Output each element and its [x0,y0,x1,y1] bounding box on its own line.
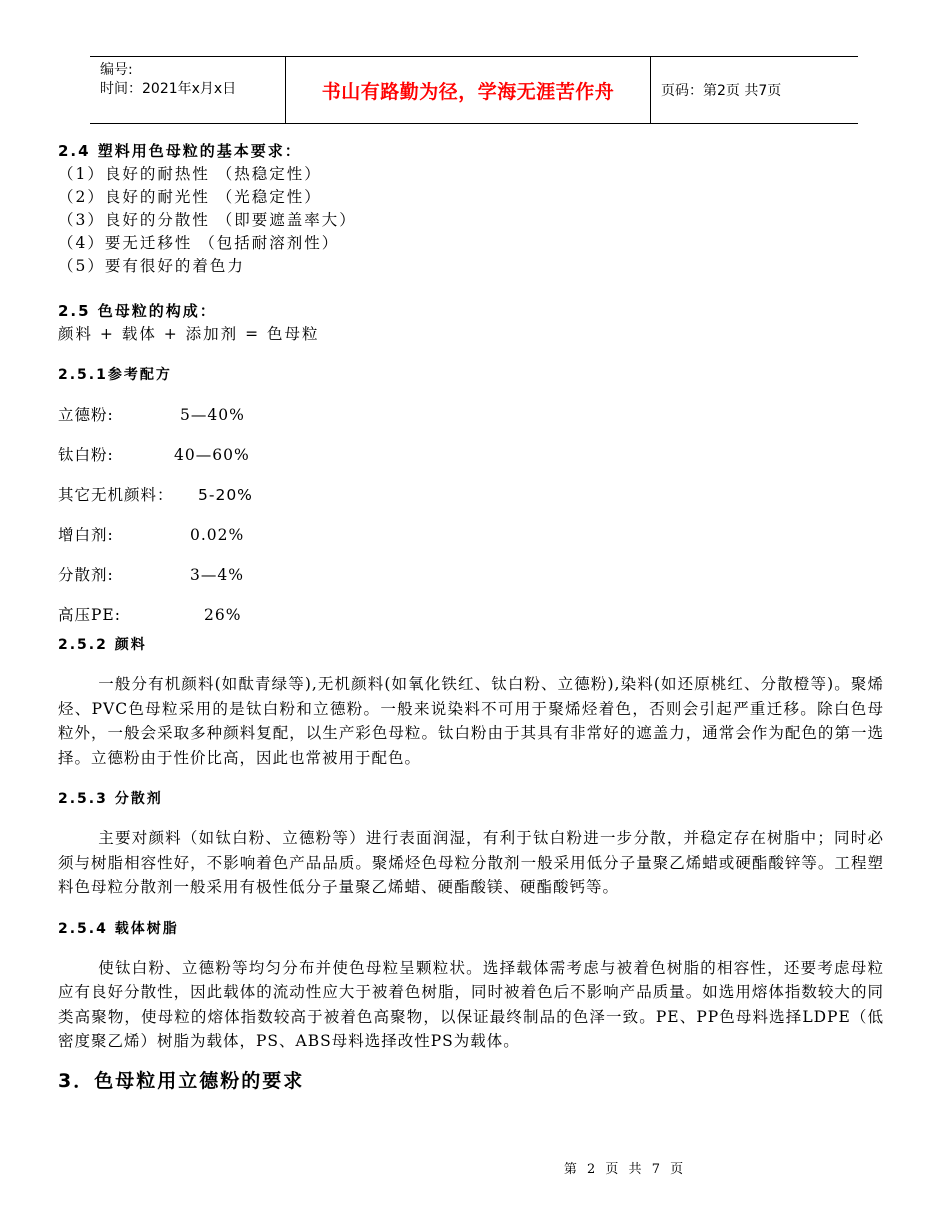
ingredient-value: 26% [204,606,242,624]
ingredient-name: 增白剂: [58,526,114,544]
formula-row [58,564,888,604]
ingredient-value: 40—60% [174,446,250,464]
header-number-label: 编号: [100,62,133,78]
header-motto: 书山有路勤为径，学海无涯苦作舟 [285,57,651,123]
header-page-info: 页码：第2页 共7页 [661,83,782,99]
formula-row [58,604,888,634]
ingredient-value: 5-20% [198,486,253,504]
section-2-5-3-title: 2.5.3 分散剂 [58,791,163,807]
section-2-5-1-title: 2.5.1参考配方 [58,367,172,383]
ingredient-name: 高压PE: [58,606,121,624]
ingredient-value: 5—40% [180,406,245,424]
section-2-5-2-title: 2.5.2 颜料 [58,637,147,653]
header-time-label: 时间：2021年x月x日 [100,81,237,97]
document-body [58,140,888,1094]
formula-row [58,444,888,484]
page-header [90,56,858,124]
formula-row [58,404,888,444]
list-item: （4）要无迁移性 （包括耐溶剂性） [58,234,340,252]
list-item: （3）良好的分散性 （即要遮盖率大） [58,211,357,229]
section-2-4-title: 2.4 塑料用色母粒的基本要求： [58,142,302,160]
list-item: （1）良好的耐热性 （热稳定性） [58,165,322,183]
header-meta [90,57,285,123]
ingredient-value: 3—4% [190,566,244,584]
ingredient-name: 分散剂: [58,566,114,584]
ingredient-value: 0.02% [190,526,245,544]
list-item: （5）要有很好的着色力 [58,257,245,275]
ingredient-name: 立德粉: [58,406,114,424]
page-footer: 第 2 页 共 7 页 [563,1162,687,1177]
dispersant-paragraph: 主要对颜料（如钛白粉、立德粉等）进行表面润湿，有利于钛白粉进一步分散，并稳定存在树脂中；同时必须与树脂相容性好，不影响着色产品品质。聚烯烃色母粒分散剂一般采用低分子量聚乙烯蜡或硬酯酸锌等。工程塑料色母粒分散剂一般采用有极性低分子量聚乙烯蜡、硬酯酸镁、硬酯酸钙等。 [58,829,884,896]
formula-row [58,524,888,564]
carrier-resin-paragraph: 使钛白粉、立德粉等均匀分布并使色母粒呈颗粒状。选择载体需考虑与被着色树脂的相容性，还要考虑母粒应有良好分散性，因此载体的流动性应大于被着色树脂，同时被着色后不影响产品质量。如选用熔体指数较大的同类高聚物，使母粒的熔体指数较高于被着色高聚物，以保证最终制品的色泽一致。PE、PP色母料选择LDPE（低密度聚乙烯）树脂为载体，PS、ABS母料选择改性PS为载体。 [58,958,884,1050]
formula-row [58,484,888,524]
chapter-3-title: 3．色母粒用立德粉的要求 [58,1069,305,1092]
requirements-list [58,163,888,278]
ingredient-name: 其它无机颜料： [58,486,174,504]
reference-formula-table [58,404,888,634]
list-item: （2）良好的耐光性 （光稳定性） [58,188,322,206]
pigment-paragraph: 一般分有机颜料(如酞青绿等),无机颜料(如氧化铁红、钛白粉、立德粉),染料(如还原桃红、分散橙等)。聚烯烃、PVC色母粒采用的是钛白粉和立德粉。一般来说染料不可用于聚烯烃着色，否则会引起严重迁移。除白色母粒外，一般会采取多种颜料复配，以生产彩色母粒。钛白粉由于其具有非常好的遮盖力，通常会作为配色的第一选择。立德粉由于性价比高，因此也常被用于配色。 [58,675,884,767]
composition-formula: 颜料 + 载体 + 添加剂 = 色母粒 [58,325,320,343]
ingredient-name: 钛白粉: [58,446,114,464]
section-2-5-title: 2.5 色母粒的构成： [58,302,217,320]
section-2-5-4-title: 2.5.4 载体树脂 [58,920,179,937]
